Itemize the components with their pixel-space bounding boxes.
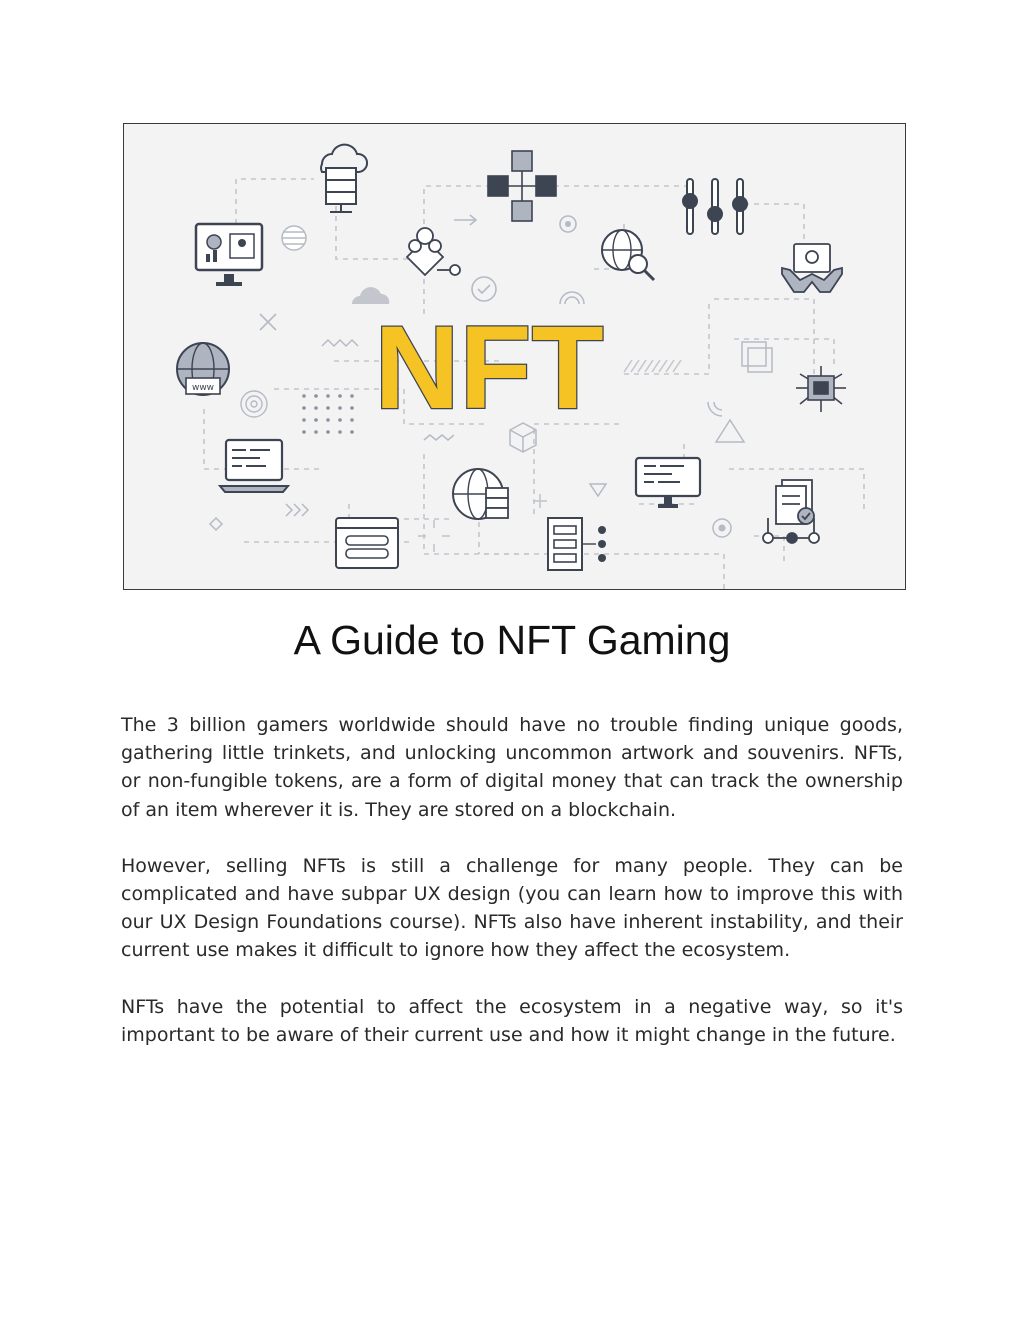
- password-window-icon: [336, 518, 398, 568]
- layered-squares-icon: [742, 342, 772, 372]
- nft-infographic: [124, 124, 905, 589]
- monitor-code-icon: [636, 458, 700, 508]
- plus-icon: [533, 494, 547, 508]
- triangle-hatch-icon: [716, 420, 744, 442]
- certificate-hand-icon: [782, 244, 842, 292]
- chevrons-right-icon: [286, 504, 308, 516]
- chip-icon: [796, 366, 846, 412]
- concentric-circle-icon: [241, 391, 267, 417]
- burst-icon: [418, 520, 450, 552]
- www-label: www: [191, 383, 215, 393]
- paragraph-impact: NFTs have the potential to affect the ecosystem in a negative way, so it's important to be aware of their current use and how it might change in the future.: [121, 995, 903, 1046]
- globe-server-icon: [453, 469, 508, 519]
- document-check-icon: [763, 480, 819, 543]
- sliders-icon: [683, 179, 747, 234]
- check-circle-icon: [472, 277, 496, 301]
- laptop-code-icon: [220, 440, 288, 492]
- zigzag-icon-2: [424, 435, 454, 440]
- cloud-server-icon: [321, 145, 367, 212]
- hatch-decoration: [624, 360, 681, 372]
- blockchain-cubes-icon: [488, 151, 556, 221]
- nft-badge-text: NFT: [374, 302, 604, 434]
- arrow-right-icon: [454, 215, 476, 225]
- diamond-icon: [210, 518, 222, 530]
- arc-lines-icon: [708, 402, 722, 416]
- page-title: A Guide to NFT Gaming: [293, 617, 731, 663]
- globe-www-icon: [177, 343, 229, 395]
- article-body: [121, 711, 903, 1077]
- sparkle-icon: [260, 314, 276, 330]
- dashboard-monitor-icon: [196, 224, 262, 286]
- globe-search-icon: [602, 230, 654, 280]
- paragraph-intro: The 3 billion gamers worldwide should have no trouble finding unique goods, gathering little trinkets, and unlocking uncommon artwork and souvenirs. NFTs, or non-fungible tokens, are a form of digital money that can track the ownership of an item wherever it is. They are stored on a blockchain.: [121, 714, 903, 821]
- paragraph-challenges: However, selling NFTs is still a challenge for many people. They can be complicated and have subpar UX design (you can learn how to improve this with our UX Design Foundations course). NFTs also have inherent instability, and their current use makes it difficult to ignore how they affect the ecosystem.: [121, 854, 903, 962]
- server-checklist-icon: [548, 518, 606, 570]
- hero-illustration: [123, 123, 906, 590]
- dot-grid-decoration: [302, 394, 354, 434]
- triangle-down-icon: [590, 484, 606, 496]
- target-dot-icon-2: [713, 519, 731, 537]
- zigzag-icon: [322, 340, 358, 346]
- tree-key-icon: [407, 228, 460, 275]
